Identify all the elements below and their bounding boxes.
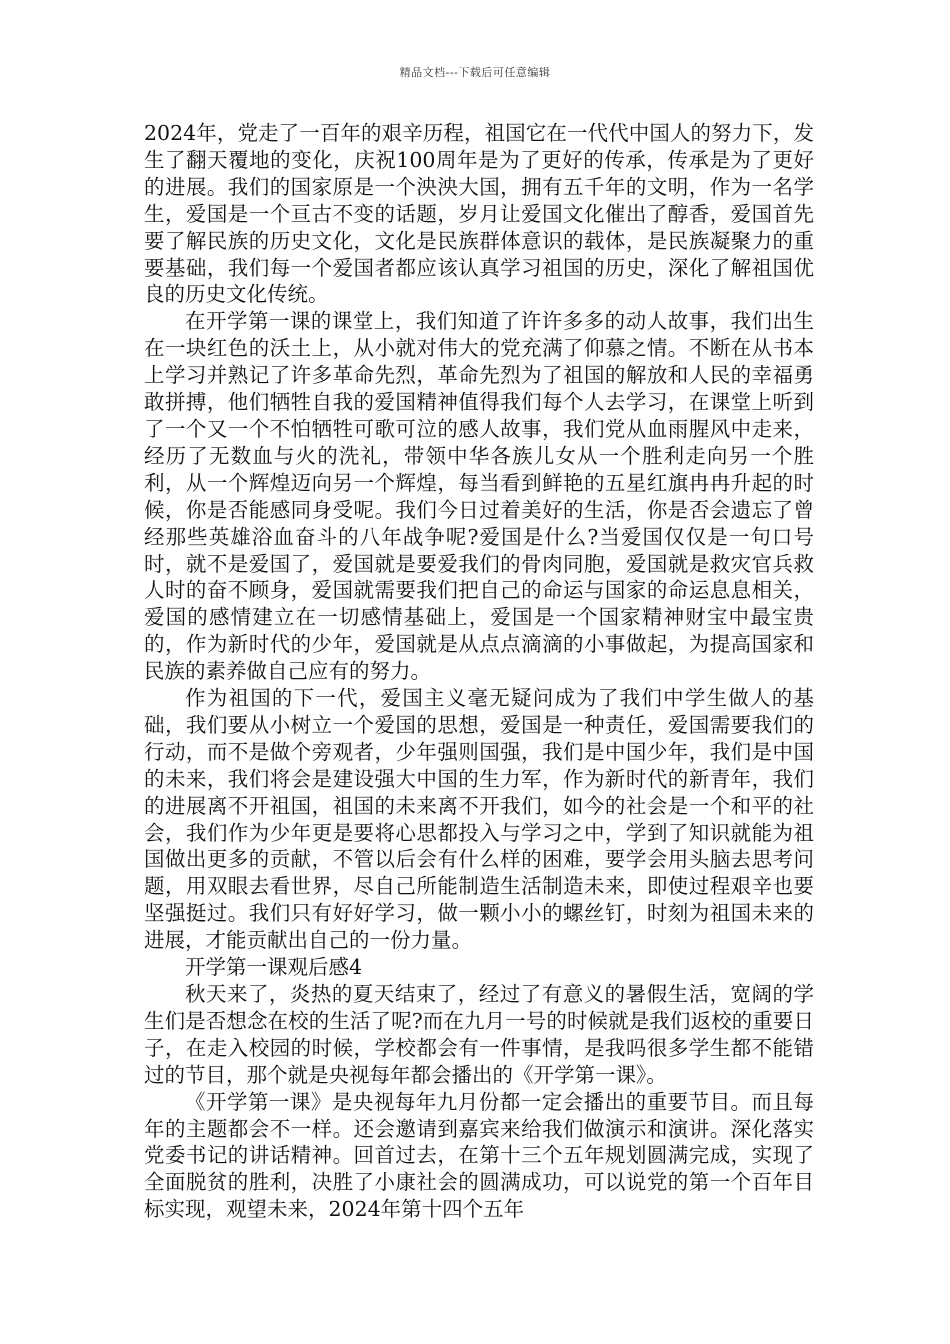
page-header: 精品文档---下载后可任意编辑 (399, 66, 551, 79)
paragraph-5: 《开学第一课》是央视每年九月份都一定会播出的重要节目。而且每年的主题都会不一样。还会邀请到嘉宾来给我们做演示和演讲。深化落实党委书记的讲话精神。回首过去，在第十三个五年规划圆满完成，实现了全面脱贫的胜利，决胜了小康社会的圆满成功，可以说党的第一个百年目标实现，观望未来，2024年第十四个五年 (144, 1089, 814, 1222)
section-heading: 开学第一课观后感4 (185, 955, 363, 980)
paragraph-1: 2024年，党走了一百年的艰辛历程，祖国它在一代代中国人的努力下，发生了翻天覆地的变化，庆祝100周年是为了更好的传承，传承是为了更好的进展。我们的国家原是一个泱泱大国，拥有五千年的文明，作为一名学生，爱国是一个亘古不变的话题，岁月让爱国文化催出了醇香，爱国首先要了解民族的历史文化，文化是民族群体意识的载体，是民族凝聚力的重要基础，我们每一个爱国者都应该认真学习祖国的历史，深化了解祖国优良的历史文化传统。 (144, 121, 814, 307)
paragraph-4: 秋天来了，炎热的夏天结束了，经过了有意义的暑假生活，宽阔的学生们是否想念在校的生活了呢?而在九月一号的时候就是我们返校的重要日子，在走入校园的时候，学校都会有一件事情，是我吗很多学生都不能错过的节目，那个就是央视每年都会播出的《开学第一课》。 (144, 982, 814, 1087)
paragraph-3: 作为祖国的下一代，爱国主义毫无疑问成为了我们中学生做人的基础，我们要从小树立一个爱国的思想，爱国是一种责任，爱国需要我们的行动，而不是做个旁观者，少年强则国强，我们是中国少年，我们是中国的未来，我们将会是建设强大中国的生力军，作为新时代的新青年，我们的进展离不开祖国，祖国的未来离不开我们，如今的社会是一个和平的社会，我们作为少年更是要将心思都投入与学习之中，学到了知识就能为祖国做出更多的贡献，不管以后会有什么样的困难，要学会用头脑去思考问题，用双眼去看世界，尽自己所能制造生活制造未来，即使过程艰辛也要坚强挺过。我们只有好好学习，做一颗小小的螺丝钉，时刻为祖国未来的进展，才能贡献出自己的一份力量。 (144, 686, 814, 953)
paragraph-2: 在开学第一课的课堂上，我们知道了许许多多的动人故事，我们出生在一块红色的沃土上，从小就对伟大的党充满了仰慕之情。不断在从书本上学习并熟记了许多革命先烈，革命先烈为了祖国的解放和人民的幸福勇敢拼搏，他们牺牲自我的爱国精神值得我们每个人去学习，在课堂上听到了一个又一个不怕牺牲可歌可泣的感人故事，我们党从血雨腥风中走来，经历了无数血与火的洗礼，带领中华各族儿女从一个胜利走向另一个胜利，从一个辉煌迈向另一个辉煌，每当看到鲜艳的五星红旗冉冉升起的时候，你是否能感同身受呢。我们今日过着美好的生活，你是否会遗忘了曾经那些英雄浴血奋斗的八年战争呢?爱国是什么?当爱国仅仅是一句口号时，就不是爱国了，爱国就是要爱我们的骨肉同胞，爱国就是救灾官兵救人时的奋不顾身，爱国就需要我们把自己的命运与国家的命运息息相关，爱国的感情建立在一切感情基础上，爱国是一个国家精神财宝中最宝贵的，作为新时代的少年，爱国就是从点点滴滴的小事做起，为提高国家和民族的素养做自己应有的努力。 (144, 309, 814, 684)
document-body (144, 120, 814, 1223)
